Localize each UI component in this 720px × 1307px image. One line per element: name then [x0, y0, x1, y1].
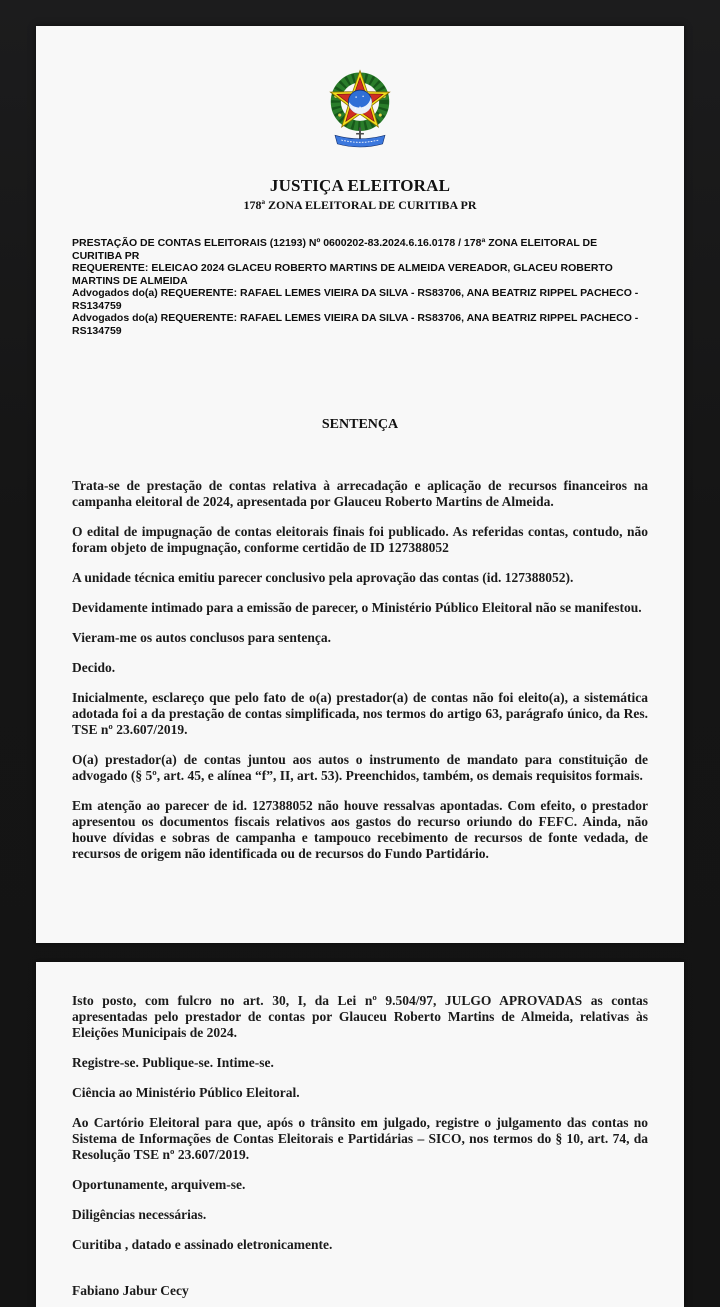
signature-name: Fabiano Jabur Cecy — [72, 1283, 189, 1298]
body-paragraph: Curitiba , datado e assinado eletronicamente. — [72, 1237, 333, 1252]
page2-body — [72, 993, 648, 1253]
body-paragraph: Isto posto, com fulcro no art. 30, I, da Lei nº 9.504/97, JULGO APROVADAS as contas apresentadas pelo prestador de contas por Glauceu Roberto Martins de Almeida, relativas às Eleições Municipais de 2024. — [72, 993, 648, 1040]
body-paragraph: Trata-se de prestação de contas relativa à arrecadação e aplicação de recursos financeiros na campanha eleitoral de 2024, apresentada por Glauceu Roberto Martins de Almeida. — [72, 478, 648, 509]
body-paragraph: Ao Cartório Eleitoral para que, após o trânsito em julgado, registre o julgamento das contas no Sistema de Informações de Contas Eleitorais e Partidárias – SICO, nos termos do § 10, art. 74, da Resolução TSE nº 23.607/2019. — [72, 1115, 648, 1162]
body-paragraph: O(a) prestador(a) de contas juntou aos autos o instrumento de mandato para constituição de advogado (§ 5º, art. 45, e alínea “f”, II, art. 53). Preenchidos, também, os demais requisitos formais. — [72, 752, 648, 783]
body-paragraph: Registre-se. Publique-se. Intime-se. — [72, 1055, 274, 1070]
body-paragraph: A unidade técnica emitiu parecer conclusivo pela aprovação das contas (id. 127388052). — [72, 570, 574, 585]
case-info-block — [72, 237, 648, 337]
brazil-coat-of-arms-icon — [321, 65, 399, 151]
body-paragraph: Em atenção ao parecer de id. 127388052 não houve ressalvas apontadas. Com efeito, o prestador apresentou os documentos fiscais relativos aos gastos do recurso oriundo do FEFC. Ainda, não houve dívidas e sobras de campanha e tampouco recebimento de recursos de fonte vedada, de recursos de origem não identificada ou de recursos do Fundo Partidário. — [72, 798, 648, 861]
logo-container — [72, 65, 648, 156]
page1-body — [72, 478, 648, 862]
case-info-line: REQUERENTE: ELEICAO 2024 GLACEU ROBERTO MARTINS DE ALMEIDA VEREADOR, GLACEU ROBERTO MARTINS DE ALMEIDA — [72, 262, 613, 287]
body-paragraph: O edital de impugnação de contas eleitorais finais foi publicado. As referidas contas, contudo, não foram objeto de impugnação, conforme certidão de ID 127388052 — [72, 524, 648, 555]
case-info-line: PRESTAÇÃO DE CONTAS ELEITORAIS (12193) Nº 0600202-83.2024.6.16.0178 / 178ª ZONA ELEITORAL DE CURITIBA PR — [72, 237, 598, 262]
document-page-1 — [36, 26, 684, 943]
header-org-title: JUSTIÇA ELEITORAL — [269, 176, 451, 195]
body-paragraph: Oportunamente, arquivem-se. — [72, 1177, 246, 1192]
document-page-2 — [36, 962, 684, 1307]
body-paragraph: Decido. — [72, 660, 116, 675]
body-paragraph: Inicialmente, esclareço que pelo fato de o(a) prestador(a) de contas não foi eleito(a), a sistemática adotada foi a da prestação de contas simplificada, nos termos do artigo 63, parágrafo único, da Res. TSE nº 23.607/2019. — [72, 690, 648, 737]
header-zone-title: 178ª ZONA ELEITORAL DE CURITIBA PR — [243, 198, 477, 212]
body-paragraph: Vieram-me os autos conclusos para sentença. — [72, 630, 331, 645]
body-paragraph: Ciência ao Ministério Público Eleitoral. — [72, 1085, 300, 1100]
case-info-line: Advogados do(a) REQUERENTE: RAFAEL LEMES VIEIRA DA SILVA - RS83706, ANA BEATRIZ RIPPEL PACHECO - RS134759 — [72, 287, 639, 312]
body-paragraph: Diligências necessárias. — [72, 1207, 207, 1222]
case-info-line: Advogados do(a) REQUERENTE: RAFAEL LEMES VIEIRA DA SILVA - RS83706, ANA BEATRIZ RIPPEL PACHECO - RS134759 — [72, 312, 639, 337]
document-title: SENTENÇA — [321, 417, 399, 432]
body-paragraph: Devidamente intimado para a emissão de parecer, o Ministério Público Eleitoral não se manifestou. — [72, 600, 642, 615]
